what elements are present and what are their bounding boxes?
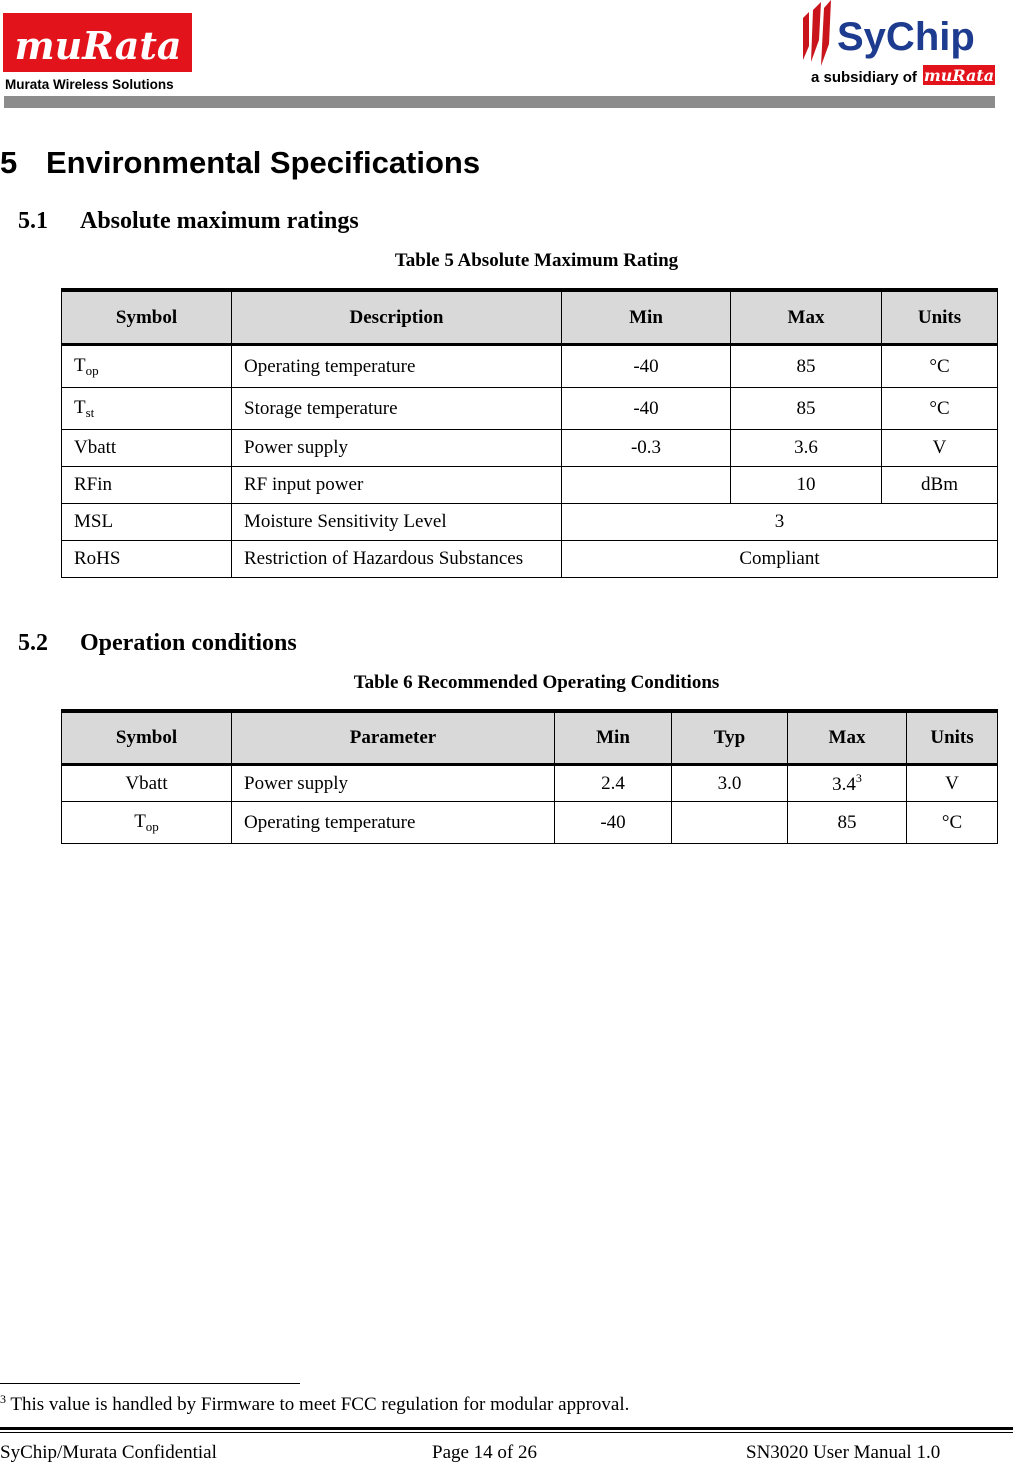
units-cell: °C [907,802,998,844]
table-row [62,467,998,504]
typ-cell [672,802,788,844]
recommended-operating-conditions-table [61,709,998,844]
description-cell: Power supply [232,430,562,467]
units-cell: V [882,430,998,467]
table-header-row [62,290,998,345]
column-header: Units [907,711,998,765]
sychip-tagline-logo: muRata [923,66,995,85]
parameter-cell: Power supply [232,765,555,802]
max-cell: 3.6 [731,430,882,467]
footer-right: SN3020 User Manual 1.0 [746,1442,941,1463]
min-cell: -40 [562,388,731,430]
description-cell: Moisture Sensitivity Level [232,504,562,541]
units-cell: °C [882,345,998,388]
subsection-number: 5.1 [18,208,48,234]
column-header: Description [232,290,562,345]
section-title: Environmental Specifications [46,145,481,180]
symbol-cell: MSL [62,504,232,541]
column-header: Min [555,711,672,765]
murata-logo-text: muRata [14,23,182,68]
column-header: Symbol [62,290,232,345]
parameter-cell: Operating temperature [232,802,555,844]
max-cell: 85 [731,388,882,430]
table-header-row [62,711,998,765]
footer-rule [0,1432,1013,1433]
units-cell: °C [882,388,998,430]
table6-caption: Table 6 Recommended Operating Conditions [353,672,720,693]
table-row [62,541,998,578]
symbol-cell: RFin [62,467,232,504]
units-cell: dBm [882,467,998,504]
column-header: Typ [672,711,788,765]
table-row [62,345,998,388]
min-cell: 2.4 [555,765,672,802]
column-header: Min [562,290,731,345]
footnote-marker: 3 [0,1392,6,1406]
sychip-tagline: a subsidiary of [811,69,917,86]
footnote-text: This value is handled by Firmware to meet FCC regulation for modular approval. [6,1394,630,1415]
table-row [62,765,998,802]
symbol-cell: Vbatt [62,430,232,467]
symbol-cell: $T_{op}$ [62,345,232,388]
max-cell: $3.4^3$ [788,765,907,802]
absolute-max-rating-table [61,288,998,578]
symbol-cell: Vbatt [62,765,232,802]
sychip-logo [793,0,1003,92]
subsection-heading-1 [18,208,359,235]
table-row [62,388,998,430]
table-row [62,802,998,844]
min-cell: -40 [562,345,731,388]
table-row [62,504,998,541]
typ-cell: 3.0 [672,765,788,802]
column-header: Max [788,711,907,765]
murata-logo [3,13,193,93]
description-cell: Operating temperature [232,345,562,388]
page-number: Page 14 of 26 [432,1442,538,1463]
symbol-cell: $T_{op}$ [62,802,232,844]
max-cell: 85 [788,802,907,844]
max-cell: 85 [731,345,882,388]
description-cell: RF input power [232,467,562,504]
header-bar [4,96,995,108]
value-cell: 3 [562,504,998,541]
footnote [0,1392,629,1416]
column-header: Symbol [62,711,232,765]
min-cell: -40 [555,802,672,844]
footnote-ref: 3 [855,771,862,785]
subsection-title: Operation conditions [80,630,297,656]
footer-left: SyChip/Murata Confidential [0,1442,217,1463]
column-header: Parameter [232,711,555,765]
section-heading [0,145,480,181]
table5-caption: Table 5 Absolute Maximum Rating [394,250,679,271]
subsection-heading-2 [18,630,297,657]
subsection-title: Absolute maximum ratings [80,208,359,234]
value-cell: Compliant [562,541,998,578]
min-cell [562,467,731,504]
max-cell: 10 [731,467,882,504]
units-cell: V [907,765,998,802]
footnote-rule [0,1383,300,1384]
subsection-number: 5.2 [18,630,48,656]
min-cell: -0.3 [562,430,731,467]
sychip-logo-text: SyChip [837,15,975,59]
flame-icon [803,0,831,66]
table-row [62,430,998,467]
column-header: Units [882,290,998,345]
footer-rule [0,1427,1013,1430]
description-cell: Restriction of Hazardous Substances [232,541,562,578]
description-cell: Storage temperature [232,388,562,430]
murata-tagline: Murata Wireless Solutions [5,77,174,92]
column-header: Max [731,290,882,345]
symbol-cell: RoHS [62,541,232,578]
section-number: 5 [0,145,18,180]
symbol-cell: $T_{st}$ [62,388,232,430]
